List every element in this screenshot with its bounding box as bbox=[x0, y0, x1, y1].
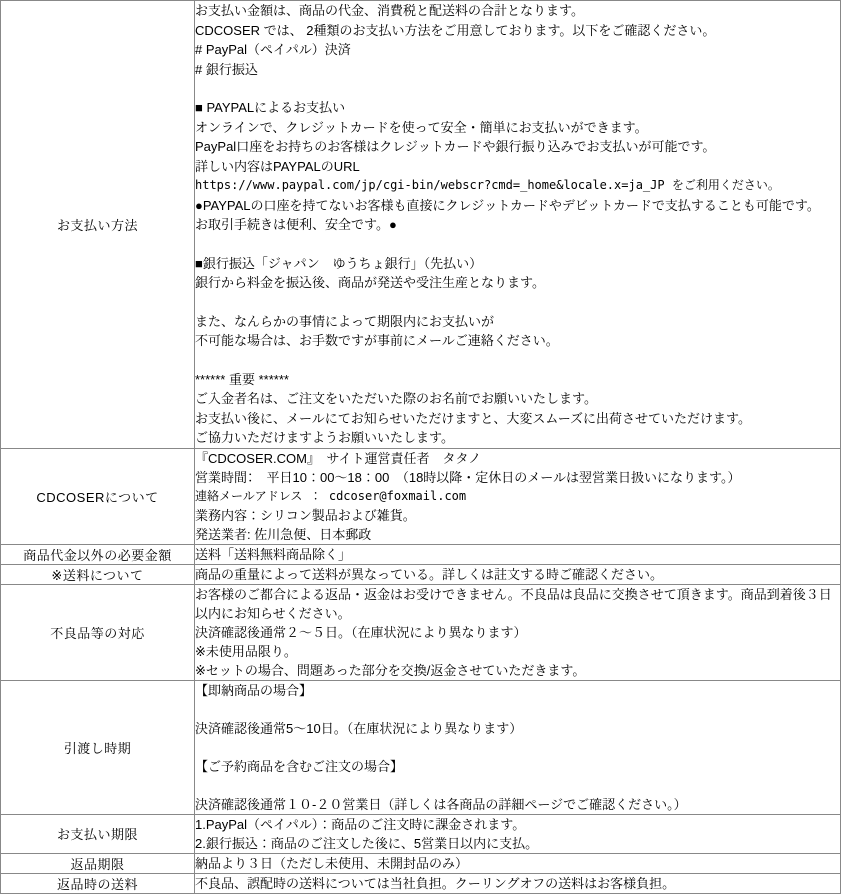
text-line: ご入金者名は、ご注文をいただいた際のお名前でお願いいたします。 bbox=[195, 391, 597, 406]
text-line-blank bbox=[195, 351, 840, 370]
text-line: 【ご予約商品を含むご注文の場合】 bbox=[195, 758, 404, 774]
text-line: 不可能な場合は、お手数ですが事前にメールご連絡ください。 bbox=[195, 333, 559, 348]
row-value-extra-fees bbox=[195, 544, 841, 564]
text-line: ご協力いただけますようお願いいたします。 bbox=[195, 430, 454, 445]
text-line: オンラインで、クレジットカードを使って安全・簡単にお支払いができます。 bbox=[195, 119, 648, 135]
text-line: 【即納商品の場合】 bbox=[195, 682, 313, 698]
text-line: ■銀行振込「ジャパン ゆうちょ銀行」（先払い） bbox=[195, 255, 483, 271]
table-row bbox=[1, 680, 841, 814]
text-line: 発送業者: 佐川急便、日本郵政 bbox=[195, 526, 372, 542]
text-line: ※セットの場合、問題あった部分を交換/返金させていただきます。 bbox=[195, 662, 586, 678]
text-line: CDCOSER では、 2種類のお支払い方法をご用意しております。以下をご確認ください。 bbox=[195, 22, 716, 38]
text-line: ●PAYPALの口座を持てないお客様も直接にクレジットカードやデビットカードで支払することも可能です。 bbox=[195, 197, 820, 213]
row-value-return-deadline bbox=[195, 853, 841, 873]
table-row bbox=[1, 564, 841, 584]
row-value-shipping-fee bbox=[195, 564, 841, 584]
text-line: お取引手続きは便利、安全です。● bbox=[195, 217, 397, 232]
row-value-return-shipping bbox=[195, 873, 841, 893]
table-row bbox=[1, 853, 841, 873]
row-label-return-deadline: 返品期限 bbox=[1, 853, 195, 873]
row-value-delivery-time bbox=[195, 680, 841, 814]
row-label-extra-fees: 商品代金以外の必要金額 bbox=[1, 544, 195, 564]
row-label-defective-items: 不良品等の対応 bbox=[1, 584, 195, 680]
text-line-blank bbox=[195, 79, 840, 98]
table-row bbox=[1, 873, 841, 893]
table-body bbox=[1, 1, 841, 894]
table-row bbox=[1, 544, 841, 564]
text-line-blank bbox=[195, 235, 840, 254]
text-line: 納品より３日（ただし未使用、未開封品のみ） bbox=[195, 855, 469, 871]
text-line: 決済確認後通常１０-２０営業日（詳しくは各商品の詳細ページでご確認ください。） bbox=[195, 796, 687, 812]
row-label-return-shipping: 返品時の送料 bbox=[1, 873, 195, 893]
row-label-delivery-time: 引渡し時期 bbox=[1, 680, 195, 814]
text-line: お支払い後に、メールにてお知らせいただけますと、大変スムーズに出荷させていただけます。 bbox=[195, 410, 752, 426]
text-line-blank bbox=[195, 776, 840, 795]
text-line: 決済確認後通常5～10日。（在庫状況により異なります） bbox=[195, 720, 523, 736]
text-line: PayPal口座をお持ちのお客様はクレジットカードや銀行振り込みでお支払いが可能です。 bbox=[195, 139, 716, 154]
text-line: お客様のご都合による返品・返金はお受けできません。不良品は良品に交換させて頂きます。商品到着後３日以内にお知らせください。 bbox=[195, 586, 832, 621]
text-line-blank bbox=[195, 293, 840, 312]
text-line-blank bbox=[195, 738, 840, 757]
text-line: 業務内容：シリコン製品および雑貨。 bbox=[195, 507, 416, 523]
text-line: 2.銀行振込：商品のご注文した後に、5営業日以内に支払。 bbox=[195, 835, 539, 851]
row-label-payment-method: お支払い方法 bbox=[1, 1, 195, 449]
table-row bbox=[1, 584, 841, 680]
contact-email-line: 連絡メールアドレス ： cdcoser@foxmail.com bbox=[195, 488, 467, 503]
row-value-payment-method bbox=[195, 1, 841, 449]
text-line: 銀行から料金を振込後、商品が発送や受注生産となります。 bbox=[195, 275, 545, 290]
row-label-about-cdcoser: CDCOSERについて bbox=[1, 448, 195, 544]
text-line: 不良品、誤配時の送料については当社負担。クーリングオフの送料はお客様負担。 bbox=[195, 875, 676, 891]
text-line: 送料「送料無料商品除く」 bbox=[195, 546, 352, 562]
text-line-blank bbox=[195, 700, 840, 719]
text-line: ****** 重要 ****** bbox=[195, 371, 289, 387]
text-line: # 銀行振込 bbox=[195, 61, 258, 77]
text-line: ■ PAYPALによるお支払い bbox=[195, 100, 346, 115]
row-value-about-cdcoser bbox=[195, 448, 841, 544]
table-row bbox=[1, 1, 841, 449]
paypal-url-line: https://www.paypal.com/jp/cgi-bin/webscr?cmd=_home&locale.x=ja_JP をご利用ください。 bbox=[195, 178, 780, 192]
text-line: 決済確認後通常２～５日。（在庫状況により異なります） bbox=[195, 624, 527, 640]
row-value-payment-deadline bbox=[195, 814, 841, 853]
text-line: 詳しい内容はPAYPALのURL bbox=[195, 158, 360, 174]
text-line: お支払い金額は、商品の代金、消費税と配送料の合計となります。 bbox=[195, 3, 584, 18]
table-row bbox=[1, 448, 841, 544]
text-line: また、なんらかの事情によって期限内にお支払いが bbox=[195, 313, 495, 329]
row-label-shipping-fee: ※送料について bbox=[1, 564, 195, 584]
row-value-defective-items bbox=[195, 584, 841, 680]
text-line: 営業時間： 平日10：00～18：00 （18時以降・定休日のメールは翌営業日扱いになります。） bbox=[195, 469, 741, 485]
table-row bbox=[1, 814, 841, 853]
row-label-payment-deadline: お支払い期限 bbox=[1, 814, 195, 853]
text-line: 商品の重量によって送料が異なっている。詳しくは註文する時ご確認ください。 bbox=[195, 566, 664, 582]
text-line: 1.PayPal（ペイパル）：商品のご注文時に課金されます。 bbox=[195, 816, 526, 832]
text-line: 『CDCOSER.COM』 サイト運営責任者 タタノ bbox=[195, 450, 482, 466]
text-line: # PayPal（ペイパル）決済 bbox=[195, 42, 351, 57]
text-line: ※未使用品限り。 bbox=[195, 643, 297, 659]
